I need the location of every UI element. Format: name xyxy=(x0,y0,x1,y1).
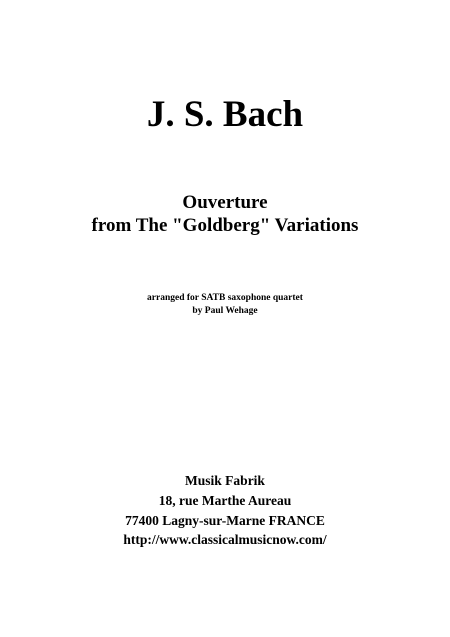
composer-name: J. S. Bach xyxy=(146,94,304,135)
publisher-street: 18, rue Marthe Aureau xyxy=(158,493,292,508)
publisher-city: 77400 Lagny-sur-Marne FRANCE xyxy=(125,513,325,528)
publisher-name: Musik Fabrik xyxy=(185,473,265,488)
work-title: Ouverture xyxy=(182,192,268,213)
work-subtitle: from The "Goldberg" Variations xyxy=(91,215,359,236)
arrangement-instrumentation: arranged for SATB saxophone quartet xyxy=(147,293,303,303)
arranger-name: by Paul Wehage xyxy=(192,306,258,316)
publisher-url: http://www.classicalmusicnow.com/ xyxy=(123,532,327,547)
